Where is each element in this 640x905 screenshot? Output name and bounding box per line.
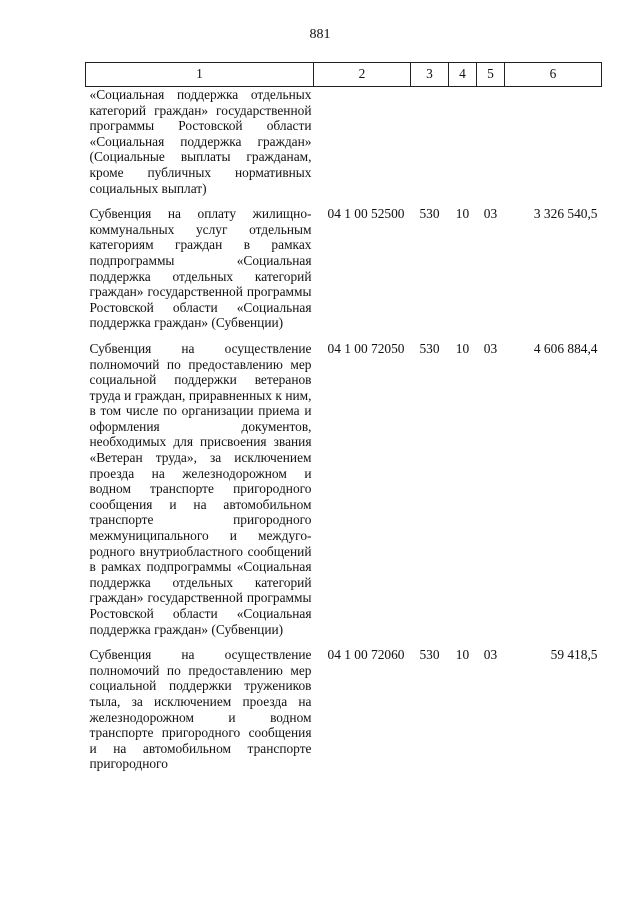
row-subsection: 03 xyxy=(483,206,498,222)
row-description: Субвенция на осуществление полномочий по предоставлению мер социальной поддержки ветеранов труда и граждан, приравненных к ним, в том числе по организации приема и оформления документов, необходимых для присвоения звания «Ветеран труда», за исключением проезда на железнодорожном и водном транспорте пригородного сообщения и на автомобильном транспорте пригородного межмуниципального и междугородного внутриобластного сообщений в рамках подпрограммы «Социальная поддержка отдельных категорий граждан» государственной программы Ростовской области «Социальная поддержка граждан» (Субвенции) xyxy=(89,340,312,637)
row-amount: 3 326 540,5 xyxy=(533,206,598,222)
row-type: 530 xyxy=(419,647,440,663)
row-type: 530 xyxy=(419,340,440,356)
row-subsection: 03 xyxy=(483,340,498,356)
header-col-6: 6 xyxy=(505,63,602,87)
row-amount: 59 418,5 xyxy=(550,647,598,663)
header-row xyxy=(86,63,602,87)
row-type: 530 xyxy=(419,206,440,222)
row-amount: 4 606 884,4 xyxy=(533,340,598,356)
row-section xyxy=(449,87,477,197)
row-section: 10 xyxy=(455,206,470,222)
row-code: 04 1 00 72060 xyxy=(327,647,405,663)
row-code: 04 1 00 72050 xyxy=(327,340,405,356)
row-subsection: 03 xyxy=(483,647,498,663)
table-row xyxy=(86,87,602,197)
row-section: 10 xyxy=(455,340,470,356)
table-row xyxy=(86,341,602,637)
table-header xyxy=(86,63,602,87)
header-col-3: 3 xyxy=(411,63,449,87)
header-col-5: 5 xyxy=(477,63,505,87)
header-col-1: 1 xyxy=(86,63,314,87)
row-description: Субвенция на осуществление полномочий по предоставлению мер социальной поддержки тружеников тыла, за исключением проезда на железнодорожном и водном транспорте пригородного сообщения и на автомобильном транспорте пригородного xyxy=(89,647,312,772)
row-section: 10 xyxy=(455,647,470,663)
row-subsection xyxy=(477,87,505,197)
row-description: «Социальная поддержка отдельных категорий граждан» государственной программы Ростовской области «Социальная поддержка граждан» (Социальные выплаты гражданам, кроме публичных нормативных социальных выплат) xyxy=(89,87,312,196)
page-number: 881 xyxy=(309,27,331,42)
row-description: Субвенция на оплату жилищно-коммунальных услуг отдельным категориям граждан в рамках подпрограммы «Социальная поддержка отдельных категорий граждан» государственной программы Ростовской области «Социальная поддержка граждан» (Субвенции) xyxy=(89,206,312,331)
header-col-2: 2 xyxy=(314,63,411,87)
row-code xyxy=(314,87,411,197)
table-row xyxy=(86,647,602,772)
table-row xyxy=(86,206,602,331)
header-col-4: 4 xyxy=(449,63,477,87)
row-type xyxy=(411,87,449,197)
budget-table xyxy=(85,62,602,772)
row-code: 04 1 00 52500 xyxy=(327,206,405,222)
row-amount xyxy=(505,87,602,197)
table-body xyxy=(86,87,602,772)
